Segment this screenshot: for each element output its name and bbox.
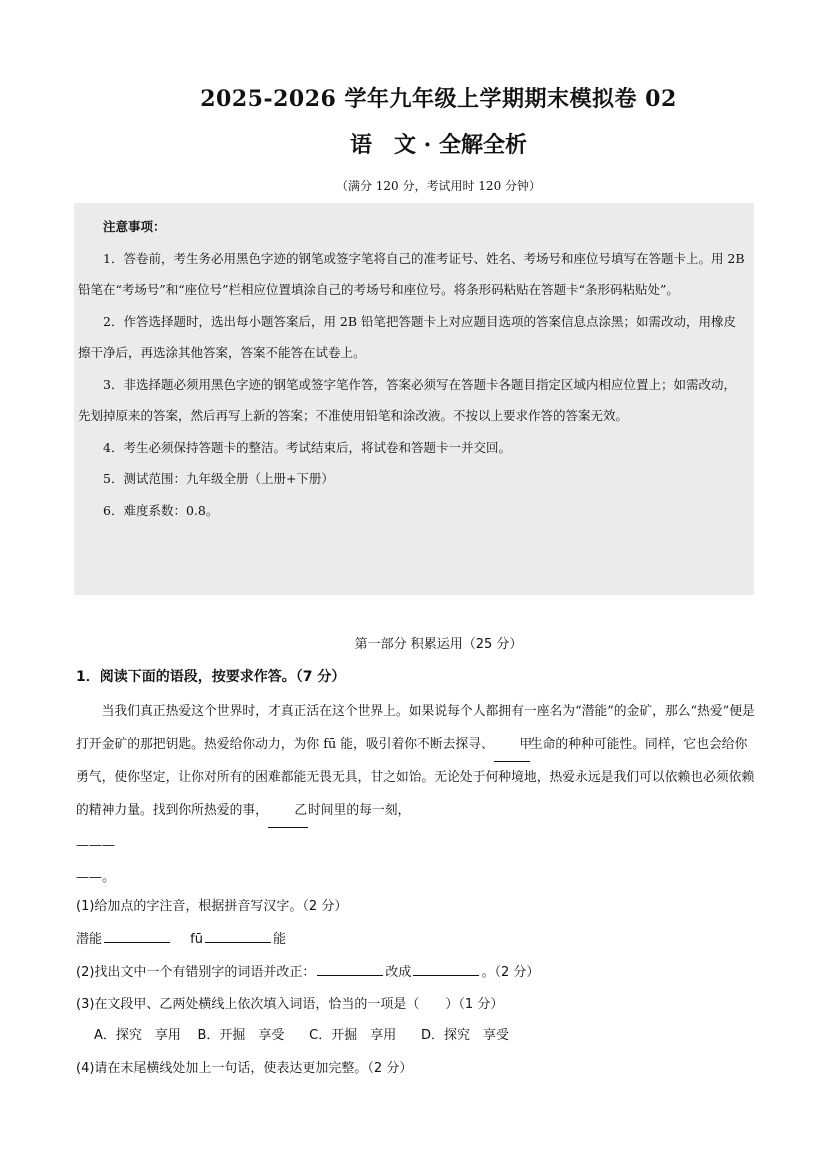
sub-question-3: (3)在文段甲、乙两处横线上依次填入词语，恰当的一项是（ ）（1 分） (76, 997, 504, 1012)
option-d[interactable]: D．探究 享受 (421, 1028, 510, 1043)
notice-item: 2．作答选择题时，选出每小题答案后，用 2B 铅笔把答题卡上对应题目选项的答案信息点涂黑；如需改动，用橡皮擦干净后，再选涂其他答案，答案不能答在试卷上。 (78, 313, 737, 360)
section-heading: 第一部分 积累运用（25 分） (354, 637, 523, 652)
sub-question-2-text: 改成 (385, 965, 412, 980)
exam-title: 2025-2026 学年九年级上学期期末模拟卷 02 (200, 86, 677, 112)
pinyin-fu: fū (190, 932, 203, 947)
question-1-heading: 1．阅读下面的语段，按要求作答。（7 分） (76, 669, 346, 685)
notice-item: 1．答卷前，考生务必用黑色字迹的钢笔或签字笔将自己的准考证号、姓名、考场号和座位号填写在答题卡上。用 2B 铅笔在“考场号”和“座位号”栏相应位置填涂自己的考场号和座位号。将条形码粘贴在答题卡“条形码粘贴处”。 (78, 250, 745, 297)
answer-line: ——— (76, 838, 115, 853)
sub-question-2-text: 。（2 分） (481, 965, 540, 980)
sub-question-2-text: (2)找出文中一个有错别字的词语并改正： (76, 965, 316, 980)
answer-blank[interactable] (317, 963, 383, 976)
notice-box (74, 203, 754, 595)
notice-item: 5．测试范围：九年级全册（上册+下册） (103, 471, 334, 486)
exam-subtitle: 语 文 · 全解全析 (350, 132, 527, 158)
word-qianneng: 潜能 (76, 932, 103, 947)
notice-item: 6．难度系数：0.8。 (103, 502, 219, 518)
blank-yi: 乙 (268, 795, 308, 829)
option-a[interactable]: A．探究 享用 (94, 1028, 181, 1043)
notice-item: 4．考生必须保持答题卡的整洁。考试结束后，将试卷和答题卡一并交回。 (103, 439, 511, 455)
answer-blank[interactable] (205, 930, 271, 943)
notice-heading: 注意事项： (103, 219, 166, 234)
sub-question-4: (4)请在末尾横线处加上一句话，使表达更加完整。（2 分） (76, 1061, 413, 1076)
option-b[interactable]: B．开掘 享受 (197, 1028, 285, 1043)
score-info: （满分 120 分，考试用时 120 分钟） (335, 179, 542, 193)
passage-text: 生命的种种可能性。同样，它也会给你勇气，使你坚定，让你对所有的困难都能无畏无具，甘之如饴。无论处于何种境地，热爱永远是我们可以依赖也必须依赖的精神力量。找到你所热爱的事， (76, 736, 755, 818)
notice-item: 3．非选择题必须用黑色字迹的钢笔或签字笔作答，答案必须写在答题卡各题目指定区域内相应位置上；如需改动，先划掉原来的答案，然后再写上新的答案；不准使用铅笔和涂改液。不按以上要求作答的答案无效。 (78, 376, 736, 423)
answer-blank[interactable] (413, 963, 479, 976)
sub-question-1-answers (76, 928, 286, 947)
sub-question-2 (76, 961, 539, 980)
passage-text: 时间里的每一刻， (307, 802, 411, 818)
sub-question-1: (1)给加点的字注音，根据拼音写汉字。（2 分） (76, 899, 348, 914)
answer-blank[interactable] (104, 930, 170, 943)
passage-text: 当我们真正热爱这个世界时，才真正活在这个世界上。如果说每个人都拥有一座名为“潜能”的金矿，那么“热爱”便是打开金矿的那把钥匙。热爱给你动力，为你 fū 能，吸引着你不断去探寻、 (76, 704, 755, 752)
reading-passage (76, 696, 756, 828)
blank-jia: 甲 (494, 729, 530, 763)
option-c[interactable]: C．开掘 享用 (309, 1028, 397, 1043)
options-row (94, 1024, 509, 1043)
word-neng: 能 (272, 932, 286, 947)
answer-line: ——。 (76, 870, 116, 885)
